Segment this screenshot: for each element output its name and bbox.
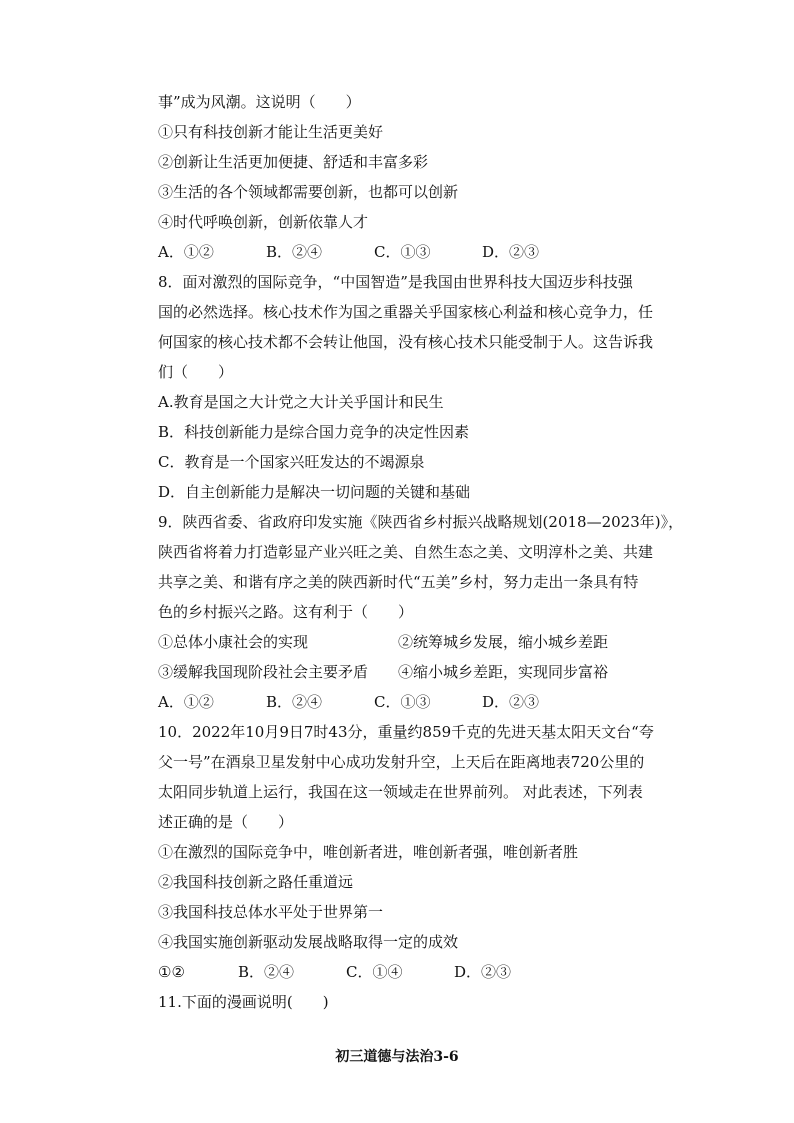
q10-choice-2: ②我国科技创新之路任重道远: [158, 873, 354, 891]
q8-stem-line: 们（ ）: [158, 363, 234, 381]
q7-choice-4: ④时代呼唤创新，创新依靠人才: [158, 213, 369, 231]
option-b: B．②④: [266, 243, 323, 261]
option-b: B．②④: [238, 963, 295, 981]
q9-choice-2: ②统筹城乡发展，缩小城乡差距: [398, 633, 609, 651]
q9-choice-4: ④缩小城乡差距，实现同步富裕: [398, 663, 609, 681]
q7-choice-2: ②创新让生活更加便捷、舒适和丰富多彩: [158, 153, 429, 171]
q10-options: [158, 962, 511, 982]
q10-choice-1: ①在激烈的国际竞争中，唯创新者进，唯创新者强，唯创新者胜: [158, 843, 579, 861]
option-a: A．①②: [158, 693, 214, 711]
q9-choice-row: [158, 662, 608, 682]
q10-stem-line: 10．2022年10月9日7时43分，重量约859千克的先进天基太阳天文台“夸: [158, 723, 654, 741]
q10-choice-4: ④我国实施创新驱动发展战略取得一定的成效: [158, 933, 459, 951]
q10-stem-line: 父一号”在酒泉卫星发射中心成功发射升空，上天后在距离地表720公里的: [158, 753, 645, 771]
q8-option-c: C．教育是一个国家兴旺发达的不竭源泉: [158, 453, 425, 471]
q9-choice-row: [158, 632, 608, 652]
page-footer: 初三道德与法治3-6: [335, 1049, 459, 1065]
text-line: 事”成为风潮。这说明（ ）: [158, 93, 361, 111]
q9-stem-line: 陕西省将着力打造彰显产业兴旺之美、自然生态之美、文明淳朴之美、共建: [158, 543, 654, 561]
q9-stem-line: 色的乡村振兴之路。这有利于（ ）: [158, 603, 414, 621]
option-c: C．①③: [374, 693, 431, 711]
option-a: A．①②: [158, 243, 214, 261]
q8-stem-line: 国的必然选择。核心技术作为国之重器关乎国家核心利益和核心竞争力，任: [158, 303, 654, 321]
option-b: B．②④: [266, 693, 323, 711]
q7-choice-3: ③生活的各个领域都需要创新，也都可以创新: [158, 183, 459, 201]
q8-option-d: D．自主创新能力是解决一切问题的关键和基础: [158, 483, 471, 501]
option-c: C．①③: [374, 243, 431, 261]
q8-stem-line: 何国家的核心技术都不会转让他国，没有核心技术只能受制于人。这告诉我: [158, 333, 654, 351]
q9-options: [158, 692, 539, 712]
option-a: ①②: [158, 963, 185, 981]
q9-choice-1: ①总体小康社会的实现: [158, 633, 309, 651]
q8-stem-line: 8．面对激烈的国际竞争，“中国智造”是我国由世界科技大国迈步科技强: [158, 273, 633, 291]
option-d: D．②③: [454, 963, 512, 981]
q10-stem-line: 太阳同步轨道上运行，我国在这一领域走在世界前列。 对此表述，下列表: [158, 783, 643, 801]
option-d: D．②③: [482, 693, 540, 711]
q8-option-b: B．科技创新能力是综合国力竞争的决定性因素: [158, 423, 470, 441]
q7-options: [158, 242, 539, 262]
q9-stem-line: 共享之美、和谐有序之美的陕西新时代“五美”乡村，努力走出一条具有特: [158, 573, 639, 591]
q9-stem-line: 9．陕西省委、省政府印发实施《陕西省乡村振兴战略规划(2018—2023年)》，: [158, 513, 684, 531]
q10-choice-3: ③我国科技总体水平处于世界第一: [158, 903, 384, 921]
option-d: D．②③: [482, 243, 540, 261]
q8-option-a: A.教育是国之大计党之大计关乎国计和民生: [158, 393, 444, 411]
q11-stem-line: 11.下面的漫画说明( ): [158, 993, 329, 1011]
q9-choice-3: ③缓解我国现阶段社会主要矛盾: [158, 663, 369, 681]
option-c: C．①④: [346, 963, 403, 981]
q7-choice-1: ①只有科技创新才能让生活更美好: [158, 123, 384, 141]
q10-stem-line: 述正确的是（ ）: [158, 813, 294, 831]
